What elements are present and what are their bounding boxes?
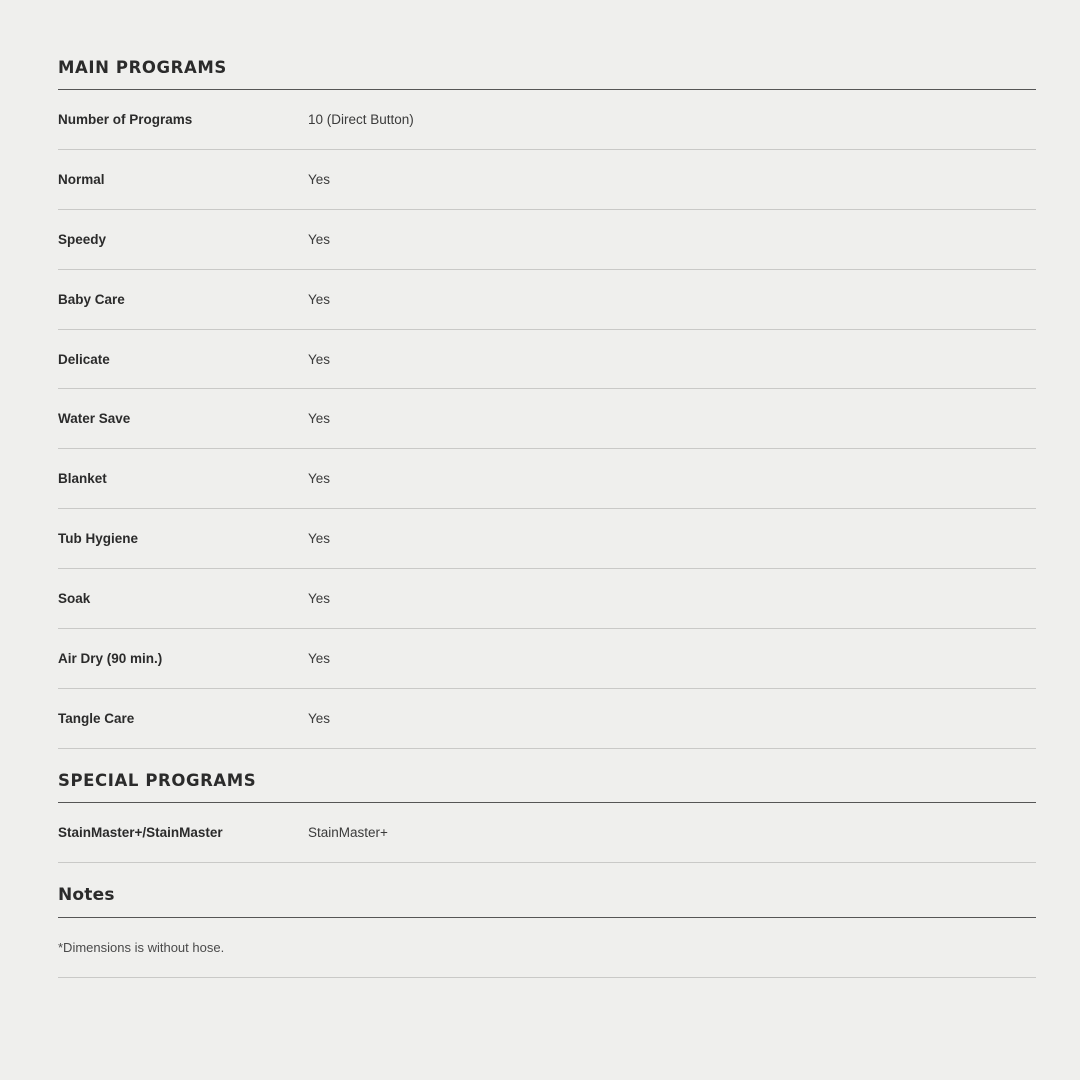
spec-label: Speedy <box>58 210 286 270</box>
section-gap <box>58 749 1036 771</box>
spec-label: StainMaster+/StainMaster <box>58 803 286 863</box>
table-row <box>58 509 1036 569</box>
spec-value: Yes <box>286 389 1036 449</box>
spec-value: Yes <box>286 210 1036 270</box>
table-row <box>58 150 1036 210</box>
spec-value: Yes <box>286 629 1036 689</box>
spec-label: Blanket <box>58 449 286 509</box>
spec-label: Baby Care <box>58 270 286 330</box>
spec-label: Normal <box>58 150 286 210</box>
table-row <box>58 330 1036 390</box>
spec-value: Yes <box>286 270 1036 330</box>
section-title-main-programs: MAIN PROGRAMS <box>58 58 227 77</box>
spec-label: Number of Programs <box>58 90 286 150</box>
spec-value: Yes <box>286 330 1036 390</box>
section-main-programs <box>58 58 1036 749</box>
section-special-programs <box>58 771 1036 863</box>
section-notes <box>58 885 1036 978</box>
spec-value: Yes <box>286 569 1036 629</box>
table-row <box>58 569 1036 629</box>
table-row <box>58 803 1036 863</box>
spec-value: Yes <box>286 689 1036 749</box>
section-gap <box>58 863 1036 885</box>
section-title-special-programs: SPECIAL PROGRAMS <box>58 770 257 790</box>
spec-value: Yes <box>286 509 1036 569</box>
spec-value: Yes <box>286 449 1036 509</box>
spec-label: Water Save <box>58 389 286 449</box>
note-item: *Dimensions is without hose. <box>58 918 1036 978</box>
table-row <box>58 389 1036 449</box>
table-row <box>58 210 1036 270</box>
spec-label: Tangle Care <box>58 689 286 749</box>
spec-value: Yes <box>286 150 1036 210</box>
table-row <box>58 689 1036 749</box>
spec-value: 10 (Direct Button) <box>286 90 1036 150</box>
table-row <box>58 270 1036 330</box>
table-row <box>58 629 1036 689</box>
section-title-notes: Notes <box>58 884 115 905</box>
table-row <box>58 449 1036 509</box>
spec-value: StainMaster+ <box>286 803 1036 863</box>
spec-label: Tub Hygiene <box>58 509 286 569</box>
spec-label: Delicate <box>58 330 286 390</box>
spec-label: Air Dry (90 min.) <box>58 629 286 689</box>
table-row <box>58 90 1036 150</box>
spec-label: Soak <box>58 569 286 629</box>
